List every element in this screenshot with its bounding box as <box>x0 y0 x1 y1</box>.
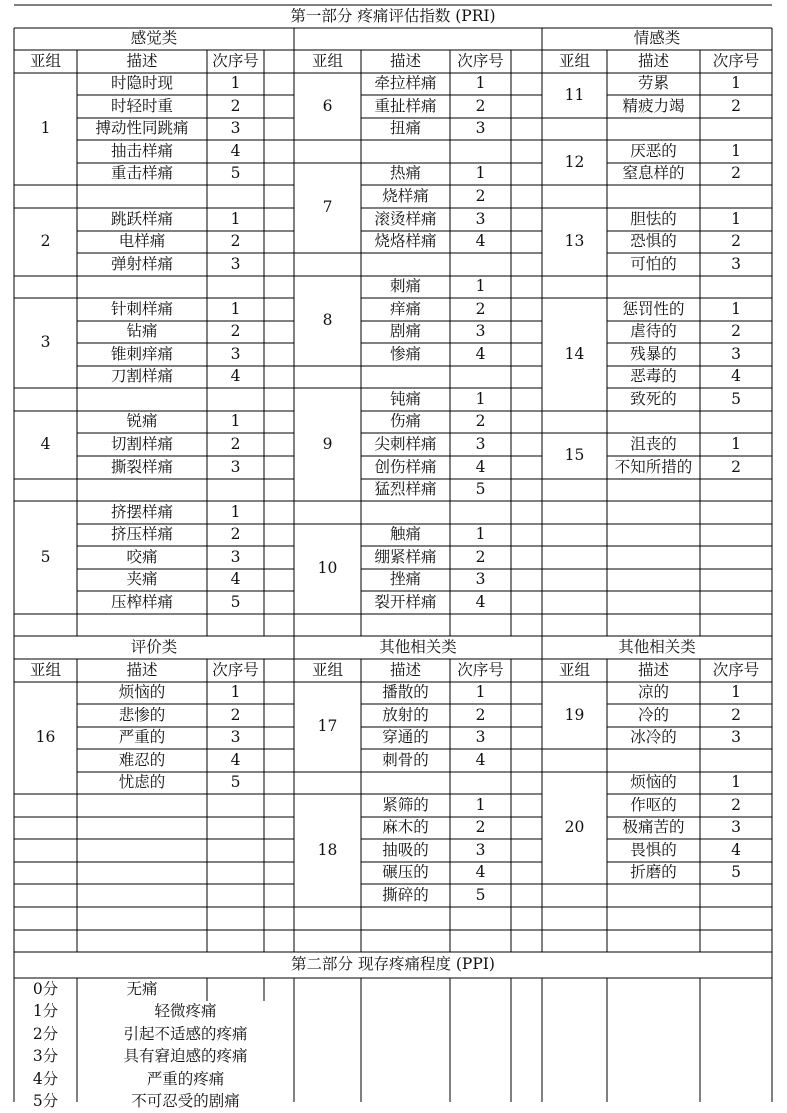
order-number: 5 <box>731 863 741 882</box>
order-number: 1 <box>731 74 741 93</box>
descriptor: 挫痛 <box>389 570 421 589</box>
descriptor: 钻痛 <box>126 322 158 341</box>
order-number: 2 <box>475 818 486 837</box>
order-number: 1 <box>230 683 241 702</box>
order-number: 2 <box>475 96 486 115</box>
subgroup-number: 5 <box>40 547 51 566</box>
descriptor: 刺骨的 <box>382 750 429 769</box>
order-number: 4 <box>475 232 486 251</box>
descriptor: 尖刺样痛 <box>374 434 437 453</box>
descriptor: 锥刺痒痛 <box>110 344 173 363</box>
order-number: 2 <box>475 186 486 205</box>
order-number: 4 <box>475 750 486 769</box>
subgroup-number: 6 <box>322 96 333 115</box>
descriptor: 跳跃样痛 <box>110 209 173 228</box>
order-number: 4 <box>230 367 241 386</box>
order-number: 1 <box>230 502 241 521</box>
order-number: 3 <box>230 344 241 363</box>
order-number: 1 <box>230 209 241 228</box>
column-header-description: 描述 <box>637 51 669 70</box>
descriptor: 劳累 <box>637 74 669 93</box>
ppi-score: 1分 <box>32 1002 59 1021</box>
descriptor: 惨痛 <box>389 344 421 363</box>
column-header-order: 次序号 <box>712 660 760 679</box>
order-number: 2 <box>731 232 741 251</box>
order-number: 2 <box>475 705 486 724</box>
descriptor: 不知所措的 <box>614 457 693 476</box>
descriptor: 虐待的 <box>630 322 677 341</box>
ppi-description: 引起不适感的疼痛 <box>123 1024 248 1043</box>
order-number: 1 <box>731 209 741 228</box>
order-number: 4 <box>475 344 486 363</box>
section-title-evaluative: 评价类 <box>130 637 178 656</box>
order-number: 4 <box>731 840 741 859</box>
order-number: 4 <box>475 863 486 882</box>
subgroup-number: 20 <box>564 818 585 837</box>
order-number: 4 <box>230 570 241 589</box>
descriptor: 悲惨的 <box>118 705 166 724</box>
order-number: 4 <box>230 141 241 160</box>
descriptor: 烧样痛 <box>382 186 429 205</box>
order-number: 5 <box>230 592 241 611</box>
order-number: 3 <box>475 119 486 138</box>
order-number: 3 <box>230 119 241 138</box>
descriptor: 牵拉样痛 <box>374 74 437 93</box>
descriptor: 致死的 <box>630 389 677 408</box>
descriptor: 伤痛 <box>389 412 421 431</box>
order-number: 2 <box>230 705 241 724</box>
order-number: 1 <box>475 525 486 544</box>
order-number: 1 <box>475 74 486 93</box>
order-number: 1 <box>475 164 486 183</box>
ppi-description: 严重的疼痛 <box>146 1069 225 1088</box>
descriptor: 恶毒的 <box>630 367 677 386</box>
ppi-score: 3分 <box>32 1047 59 1066</box>
descriptor: 剧痛 <box>389 322 421 341</box>
column-header-subgroup: 亚组 <box>558 51 590 70</box>
column-header-description: 描述 <box>637 660 669 679</box>
order-number: 4 <box>475 592 486 611</box>
descriptor: 针刺样痛 <box>110 299 173 318</box>
ppi-description: 具有窘迫感的疼痛 <box>123 1047 248 1066</box>
descriptor: 精疲力竭 <box>622 96 685 115</box>
order-number: 3 <box>731 728 741 747</box>
order-number: 1 <box>230 74 241 93</box>
descriptor: 窒息样的 <box>622 164 685 183</box>
descriptor: 挤摆样痛 <box>110 502 173 521</box>
descriptor: 撕碎的 <box>382 885 429 904</box>
descriptor: 扭痛 <box>389 119 421 138</box>
subgroup-number: 1 <box>40 119 51 138</box>
column-header-order: 次序号 <box>457 51 504 70</box>
descriptor: 凉的 <box>637 683 669 702</box>
order-number: 4 <box>731 367 741 386</box>
column-header-description: 描述 <box>126 660 158 679</box>
ppi-score: 5分 <box>32 1092 59 1111</box>
subgroup-number: 9 <box>322 434 333 453</box>
descriptor: 可怕的 <box>630 254 677 273</box>
descriptor: 重扯样痛 <box>374 96 437 115</box>
descriptor: 播散的 <box>382 683 429 702</box>
section-title-affective: 情感类 <box>633 29 681 48</box>
ppi-score: 4分 <box>32 1069 59 1088</box>
order-number: 2 <box>731 164 741 183</box>
subgroup-number: 18 <box>317 840 338 859</box>
order-number: 3 <box>731 344 741 363</box>
order-number: 2 <box>230 232 241 251</box>
order-number: 3 <box>230 547 241 566</box>
order-number: 1 <box>731 299 741 318</box>
descriptor: 热痛 <box>389 164 421 183</box>
order-number: 3 <box>475 728 486 747</box>
subgroup-number: 3 <box>40 333 51 352</box>
order-number: 2 <box>475 412 486 431</box>
ppi-description: 轻微疼痛 <box>154 1002 217 1021</box>
order-number: 2 <box>731 96 741 115</box>
order-number: 3 <box>230 457 241 476</box>
descriptor: 触痛 <box>389 525 421 544</box>
descriptor: 绷紧样痛 <box>374 547 437 566</box>
order-number: 3 <box>475 840 486 859</box>
order-number: 3 <box>475 570 486 589</box>
column-header-subgroup: 亚组 <box>29 51 61 70</box>
descriptor: 时隐时现 <box>110 74 173 93</box>
order-number: 1 <box>230 412 241 431</box>
subgroup-number: 14 <box>564 344 585 363</box>
column-header-order: 次序号 <box>457 660 504 679</box>
column-header-order: 次序号 <box>712 51 760 70</box>
descriptor: 创伤样痛 <box>374 457 437 476</box>
descriptor: 难忍的 <box>118 750 166 769</box>
order-number: 2 <box>230 434 241 453</box>
descriptor: 锐痛 <box>126 412 158 431</box>
section-title-sensory: 感觉类 <box>130 29 178 48</box>
column-header-subgroup: 亚组 <box>29 660 61 679</box>
column-header-subgroup: 亚组 <box>311 51 343 70</box>
section-title-other: 其他相关类 <box>379 637 457 656</box>
descriptor: 钝痛 <box>389 389 421 408</box>
order-number: 3 <box>230 728 241 747</box>
descriptor: 紧筛的 <box>382 795 429 814</box>
descriptor: 刀割样痛 <box>110 367 173 386</box>
descriptor: 冷的 <box>637 705 669 724</box>
ppi-score: 0分 <box>32 979 59 998</box>
subgroup-number: 11 <box>564 85 585 104</box>
subgroup-number: 19 <box>564 705 585 724</box>
order-number: 3 <box>475 322 486 341</box>
order-number: 3 <box>731 818 741 837</box>
subgroup-number: 4 <box>40 435 51 454</box>
descriptor: 电样痛 <box>118 232 166 251</box>
descriptor: 作呕的 <box>630 795 677 814</box>
order-number: 3 <box>230 254 241 273</box>
descriptor: 折磨的 <box>630 863 677 882</box>
order-number: 2 <box>230 96 241 115</box>
descriptor: 滚烫样痛 <box>374 209 437 228</box>
descriptor: 抽吸的 <box>382 840 429 859</box>
descriptor: 厌恶的 <box>630 141 677 160</box>
order-number: 4 <box>230 750 241 769</box>
order-number: 1 <box>475 683 486 702</box>
descriptor: 切割样痛 <box>110 434 173 453</box>
descriptor: 裂开样痛 <box>374 592 437 611</box>
subgroup-number: 17 <box>317 717 338 736</box>
descriptor: 撕裂样痛 <box>110 457 173 476</box>
subgroup-number: 7 <box>322 198 333 217</box>
descriptor: 放射的 <box>382 705 429 724</box>
subgroup-number: 2 <box>40 232 51 251</box>
order-number: 2 <box>731 322 741 341</box>
order-number: 1 <box>475 389 486 408</box>
order-number: 2 <box>731 705 741 724</box>
descriptor: 挤压样痛 <box>110 525 173 544</box>
descriptor: 重击样痛 <box>110 164 173 183</box>
order-number: 1 <box>731 773 741 792</box>
order-number: 1 <box>731 434 741 453</box>
descriptor: 时轻时重 <box>110 96 173 115</box>
order-number: 1 <box>230 299 241 318</box>
descriptor: 烦恼的 <box>118 683 166 702</box>
order-number: 4 <box>475 457 486 476</box>
subgroup-number: 8 <box>322 311 333 330</box>
descriptor: 碾压的 <box>382 863 429 882</box>
order-number: 5 <box>475 885 486 904</box>
descriptor: 极痛苦的 <box>622 818 685 837</box>
part2-title: 第二部分 现存疼痛程度 (PPI) <box>291 955 495 974</box>
section-title-other: 其他相关类 <box>618 637 696 656</box>
descriptor: 胆怯的 <box>630 209 677 228</box>
descriptor: 压榨样痛 <box>110 592 173 611</box>
column-header-order: 次序号 <box>212 660 259 679</box>
descriptor: 搏动性同跳痛 <box>95 119 189 138</box>
descriptor: 忧虑的 <box>118 773 166 792</box>
descriptor: 畏惧的 <box>630 840 677 859</box>
order-number: 5 <box>230 773 241 792</box>
ppi-score: 2分 <box>32 1024 59 1043</box>
order-number: 2 <box>230 322 241 341</box>
order-number: 1 <box>731 683 741 702</box>
subgroup-number: 13 <box>564 232 585 251</box>
column-header-description: 描述 <box>389 660 421 679</box>
descriptor: 烦恼的 <box>630 773 677 792</box>
column-header-description: 描述 <box>126 51 158 70</box>
ppi-description: 不可忍受的剧痛 <box>131 1092 240 1111</box>
order-number: 5 <box>475 480 486 499</box>
order-number: 3 <box>475 209 486 228</box>
descriptor: 沮丧的 <box>630 434 677 453</box>
descriptor: 惩罚性的 <box>622 299 685 318</box>
descriptor: 麻木的 <box>382 818 429 837</box>
order-number: 1 <box>475 795 486 814</box>
order-number: 1 <box>731 141 741 160</box>
descriptor: 恐惧的 <box>630 232 677 251</box>
descriptor: 咬痛 <box>126 547 158 566</box>
order-number: 3 <box>731 254 741 273</box>
order-number: 1 <box>475 277 486 296</box>
column-header-order: 次序号 <box>212 51 259 70</box>
descriptor: 严重的 <box>118 728 166 747</box>
column-header-subgroup: 亚组 <box>311 660 343 679</box>
descriptor: 痒痛 <box>389 299 421 318</box>
column-header-subgroup: 亚组 <box>558 660 590 679</box>
subgroup-number: 12 <box>564 152 585 171</box>
subgroup-number: 16 <box>35 728 56 747</box>
order-number: 2 <box>731 457 741 476</box>
order-number: 5 <box>230 164 241 183</box>
descriptor: 弹射样痛 <box>110 254 173 273</box>
subgroup-number: 15 <box>564 446 585 465</box>
descriptor: 刺痛 <box>389 277 421 296</box>
order-number: 2 <box>731 795 741 814</box>
column-header-description: 描述 <box>389 51 421 70</box>
order-number: 2 <box>230 525 241 544</box>
order-number: 3 <box>475 434 486 453</box>
descriptor: 猛烈样痛 <box>374 480 437 499</box>
descriptor: 夹痛 <box>126 570 158 589</box>
descriptor: 烧烙样痛 <box>374 232 437 251</box>
descriptor: 残暴的 <box>630 344 677 363</box>
order-number: 2 <box>475 299 486 318</box>
order-number: 5 <box>731 389 741 408</box>
descriptor: 抽击样痛 <box>110 141 173 160</box>
descriptor: 冰冷的 <box>630 728 677 747</box>
subgroup-number: 10 <box>317 559 338 578</box>
descriptor: 穿通的 <box>382 728 429 747</box>
part1-title: 第一部分 疼痛评估指数 (PRI) <box>290 6 496 25</box>
ppi-description: 无痛 <box>126 979 158 998</box>
order-number: 2 <box>475 547 486 566</box>
